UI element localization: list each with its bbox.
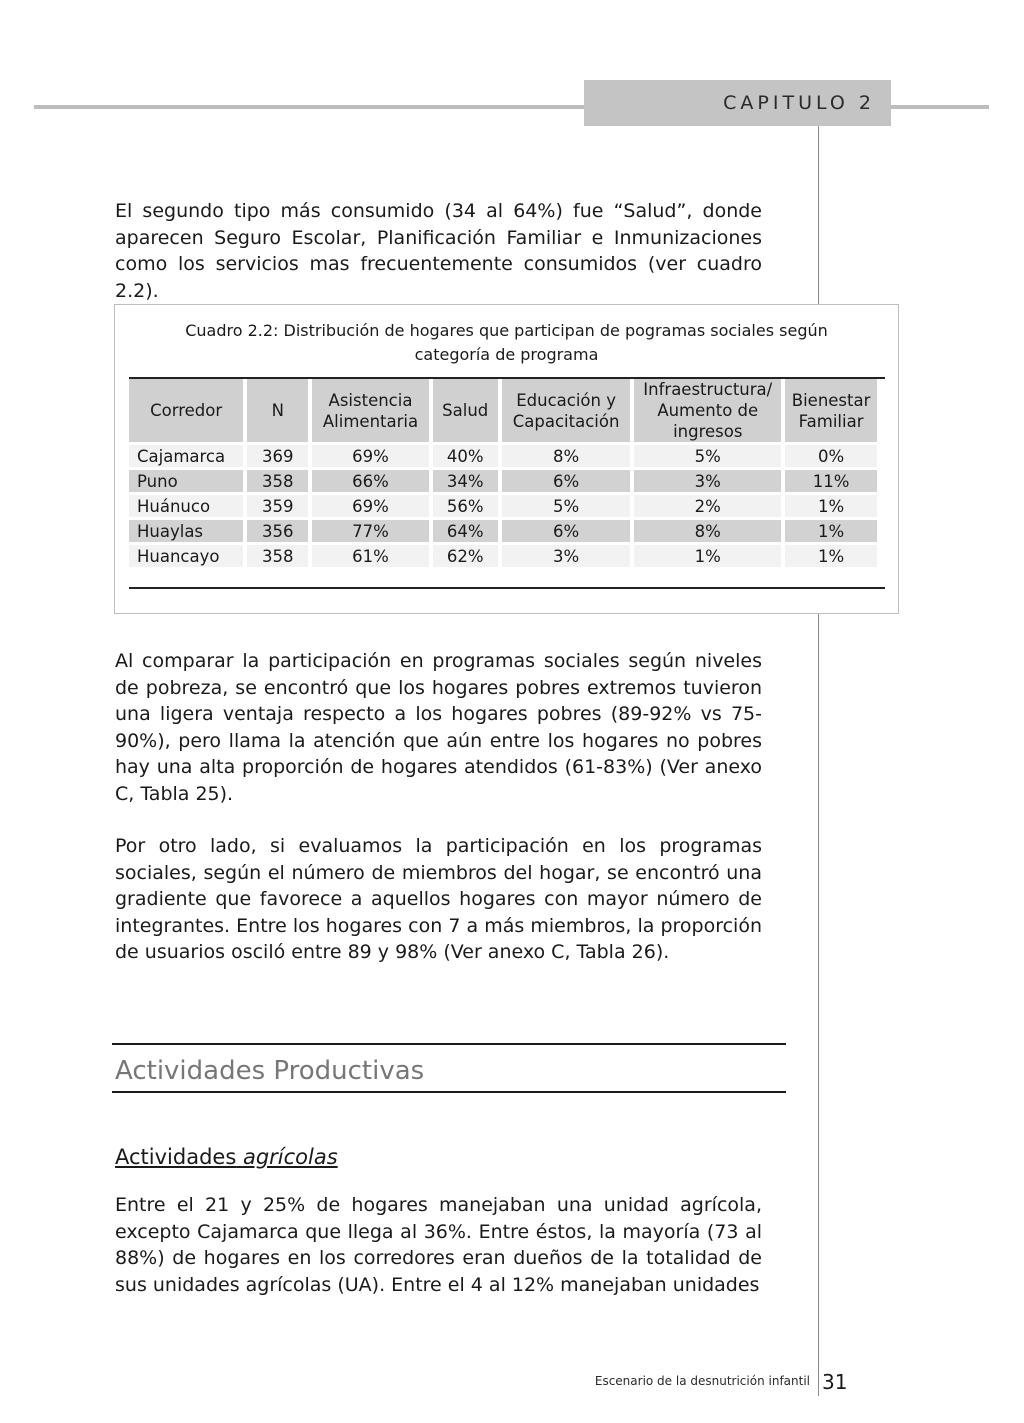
cell-corredor: Cajamarca [129,445,243,467]
section-title: Actividades Productivas [115,1056,425,1086]
cell-salud: 40% [433,445,498,467]
header-salud: Salud [433,379,498,442]
section-rule-bottom [112,1091,786,1093]
table-caption [115,319,898,367]
table-header-row [129,379,877,442]
cell-educacion: 3% [502,545,630,567]
chapter-label-text: CAPITULO 2 [723,92,875,114]
cell-corredor: Puno [129,470,243,492]
header-asistencia: Asistencia Alimentaria [312,379,428,442]
cell-bienestar: 1% [785,495,877,517]
cell-bienestar: 1% [785,520,877,542]
paragraph-4: Entre el 21 y 25% de hogares manejaban una unidad agrícola, excepto Cajamarca que llega al 36%. Entre éstos, la mayoría (73 al 88%) de hogares en los corredores eran dueños de la totalidad de sus unidades agrícolas (UA). Entre el 4 al 12% manejaban unidades [115,1194,762,1296]
cell-asistencia: 61% [312,545,428,567]
cell-salud: 64% [433,520,498,542]
cell-bienestar: 11% [785,470,877,492]
table-caption-line-1: Cuadro 2.2: Distribución de hogares que participan de pogramas sociales según [185,321,828,340]
footer-text: Escenario de la desnutrición infantil [594,1374,810,1388]
programs-table [125,376,881,570]
subsection-title-italic: agrícolas [242,1145,338,1169]
margin-line-lower [818,614,819,1396]
margin-line-upper [818,126,819,304]
table-row [129,520,877,542]
cell-asistencia: 69% [312,495,428,517]
cell-infraestructura: 2% [634,495,781,517]
table-row [129,445,877,467]
cell-educacion: 6% [502,520,630,542]
header-educacion: Educación y Capacitación [502,379,630,442]
table-row [129,545,877,567]
table-bottom-rule [129,587,885,589]
header-infraestructura: Infraestructura/ Aumento de ingresos [634,379,781,442]
cell-asistencia: 77% [312,520,428,542]
cell-n: 358 [247,470,308,492]
cell-salud: 34% [433,470,498,492]
header-n: N [247,379,308,442]
cell-educacion: 5% [502,495,630,517]
subsection-title [115,1145,338,1169]
cell-infraestructura: 1% [634,545,781,567]
subsection-title-plain: Actividades [115,1145,237,1169]
cell-infraestructura: 3% [634,470,781,492]
header-corredor: Corredor [129,379,243,442]
cell-n: 359 [247,495,308,517]
cell-salud: 62% [433,545,498,567]
table-row [129,470,877,492]
cell-bienestar: 0% [785,445,877,467]
cell-corredor: Huaylas [129,520,243,542]
cell-infraestructura: 8% [634,520,781,542]
cell-bienestar: 1% [785,545,877,567]
paragraph-2: Al comparar la participación en programas sociales según niveles de pobreza, se encontró que los hogares pobres extremos tuvieron una ligera ventaja respecto a los hogares pobres (89-92% vs 75-90%), pero llama la atención que aún entre los hogares no pobres hay una alta proporción de hogares atendidos (61-83%) (Ver anexo C, Tabla 25). [115,650,762,805]
cell-educacion: 8% [502,445,630,467]
cell-salud: 56% [433,495,498,517]
cell-asistencia: 66% [312,470,428,492]
cell-infraestructura: 5% [634,445,781,467]
table-caption-line-2: categoría de programa [414,345,599,364]
header-bienestar: Bienestar Familiar [785,379,877,442]
cell-corredor: Huancayo [129,545,243,567]
paragraph-3: Por otro lado, si evaluamos la participación en los programas sociales, según el número de miembros del hogar, se encontró una gradiente que favorece a aquellos hogares con mayor número de integrantes. Entre los hogares con 7 a más miembros, la proporción de usuarios osciló entre 89 y 98% (Ver anexo C, Tabla 26). [115,835,762,963]
chapter-label [584,80,891,126]
section-rule-top [112,1043,786,1045]
page-number: 31 [822,1370,848,1394]
cell-n: 369 [247,445,308,467]
paragraph-1: El segundo tipo más consumido (34 al 64%) fue “Salud”, donde aparecen Seguro Escolar, Planificación Familiar e Inmunizaciones como los servicios mas frecuentemente consumidos (ver cuadro 2.2). [115,200,762,302]
cell-asistencia: 69% [312,445,428,467]
cell-educacion: 6% [502,470,630,492]
cell-n: 358 [247,545,308,567]
cell-corredor: Huánuco [129,495,243,517]
table-row [129,495,877,517]
cell-n: 356 [247,520,308,542]
